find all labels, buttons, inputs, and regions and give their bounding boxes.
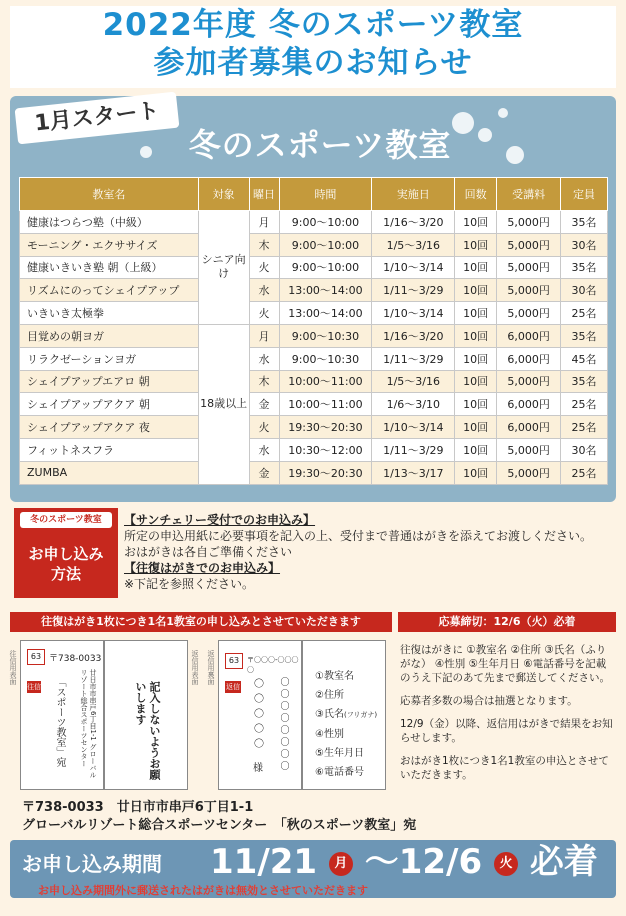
- zip-placeholder: 〒〇〇〇-〇〇〇〇: [247, 656, 299, 674]
- table-cell-count: 10回: [455, 393, 497, 416]
- table-cell-time: 10:00～11:00: [279, 370, 372, 393]
- table-row: [20, 233, 608, 256]
- table-cell-fee: 6,000円: [497, 393, 561, 416]
- table-cell-fee: 6,000円: [497, 416, 561, 439]
- table-cell-dates: 1/11～3/29: [372, 347, 455, 370]
- table-cell-cap: 25名: [561, 461, 608, 484]
- table-cell-name: シェイプアップアクア 夜: [20, 416, 199, 439]
- table-header-row: [20, 178, 608, 211]
- apply-text: ※下記を参照ください。: [124, 577, 255, 591]
- weekday-badge: 月: [329, 852, 353, 876]
- fields-list: [315, 667, 377, 782]
- reply-field: ④性別: [315, 729, 344, 740]
- table-cell-name: ZUMBA: [20, 461, 199, 484]
- info-notes: [400, 643, 614, 791]
- target-group-cell: シニア向け: [198, 211, 249, 325]
- apply-title-line: お申し込み: [28, 545, 104, 563]
- column-header: 曜日: [249, 178, 279, 211]
- table-cell-dates: 1/10～3/14: [372, 302, 455, 325]
- table-cell-dates: 1/10～3/14: [372, 416, 455, 439]
- table-cell-name: 健康いきいき塾 朝（上級）: [20, 256, 199, 279]
- reply-field: ①教室名: [315, 671, 354, 682]
- apply-instructions: [124, 512, 620, 592]
- table-row: [20, 256, 608, 279]
- table-cell-fee: 6,000円: [497, 324, 561, 347]
- table-cell-day: 水: [249, 438, 279, 461]
- table-cell-time: 13:00～14:00: [279, 279, 372, 302]
- rule-bar: 往復はがき1枚につき1名1教室の申し込みとさせていただきます: [10, 612, 392, 632]
- application-period: [10, 840, 616, 898]
- table-cell-count: 10回: [455, 416, 497, 439]
- table-cell-count: 10回: [455, 233, 497, 256]
- table-cell-name: リラクゼーションヨガ: [20, 347, 199, 370]
- info-text: おはがき1枚につき1名1教室の申込とさせていただきます。: [400, 755, 609, 781]
- table-cell-cap: 25名: [561, 302, 608, 325]
- table-cell-time: 10:00～11:00: [279, 393, 372, 416]
- info-text: 往復はがきに ①教室名 ②住所 ③氏名（ふりがな） ④性別 ⑤生年月日 ⑥電話番号を記載のうえ下記のあて先まで郵送してください。: [400, 644, 610, 684]
- table-cell-count: 10回: [455, 279, 497, 302]
- table-cell-fee: 5,000円: [497, 211, 561, 234]
- table-cell-name: リズムにのってシェイプアップ: [20, 279, 199, 302]
- card-memo: 記入しないようお願いします: [134, 681, 161, 780]
- address-line: グローバルリゾート総合スポーツセンター 「秋のスポーツ教室」宛: [22, 818, 417, 833]
- table-cell-time: 9:00～10:00: [279, 256, 372, 279]
- table-cell-cap: 30名: [561, 233, 608, 256]
- table-cell-count: 10回: [455, 461, 497, 484]
- table-cell-cap: 35名: [561, 256, 608, 279]
- table-cell-dates: 1/6～3/10: [372, 393, 455, 416]
- table-cell-name: シェイプアップエアロ 朝: [20, 370, 199, 393]
- table-cell-name: 健康はつらつ塾（中級）: [20, 211, 199, 234]
- period-start: 11/21: [210, 842, 318, 882]
- table-cell-time: 13:00～14:00: [279, 302, 372, 325]
- apply-text: おはがきは各自ご準備ください: [124, 545, 293, 559]
- table-row: [20, 393, 608, 416]
- apply-heading: 【サンチェリー受付でのお申込み】: [124, 513, 316, 527]
- reply-tag: 返信: [226, 683, 240, 691]
- outgoing-tag: 往信: [27, 683, 41, 691]
- table-cell-dates: 1/5～3/16: [372, 233, 455, 256]
- table-cell-fee: 5,000円: [497, 370, 561, 393]
- column-header: 対象: [198, 178, 249, 211]
- table-cell-fee: 5,000円: [497, 233, 561, 256]
- table-cell-dates: 1/11～3/29: [372, 438, 455, 461]
- zip-box: 63: [27, 649, 45, 665]
- table-cell-name: シェイプアップアクア 朝: [20, 393, 199, 416]
- table-row: [20, 279, 608, 302]
- table-cell-count: 10回: [455, 302, 497, 325]
- table-cell-cap: 45名: [561, 347, 608, 370]
- period-note: お申し込み期間外に郵送されたはがきは無効とさせていただきます: [38, 884, 368, 897]
- table-cell-fee: 5,000円: [497, 461, 561, 484]
- reply-card-front: [218, 640, 302, 790]
- honorific: 様: [253, 763, 263, 774]
- recipient-name: 「スポーツ教室」宛: [54, 677, 65, 767]
- table-cell-count: 10回: [455, 370, 497, 393]
- table-cell-time: 9:00～10:00: [279, 233, 372, 256]
- table-cell-cap: 35名: [561, 370, 608, 393]
- table-cell-name: 目覚めの朝ヨガ: [20, 324, 199, 347]
- period-suffix: 必着: [529, 842, 598, 882]
- table-row: [20, 370, 608, 393]
- table-cell-time: 9:00～10:00: [279, 211, 372, 234]
- info-text: 応募者多数の場合は抽選となります。: [400, 695, 578, 707]
- table-cell-time: 19:30～20:30: [279, 416, 372, 439]
- outgoing-card-front: [20, 640, 104, 790]
- table-cell-count: 10回: [455, 256, 497, 279]
- table-cell-cap: 25名: [561, 416, 608, 439]
- start-tag: 1月スタート: [15, 92, 180, 145]
- column-header: 時間: [279, 178, 372, 211]
- apply-title: [14, 544, 118, 584]
- table-cell-count: 10回: [455, 347, 497, 370]
- outgoing-card-back: [104, 640, 188, 790]
- zip-code: 〒738-0033: [49, 654, 102, 664]
- table-cell-name: モーニング・エクササイズ: [20, 233, 199, 256]
- table-cell-dates: 1/13～3/17: [372, 461, 455, 484]
- table-row: [20, 324, 608, 347]
- table-row: [20, 416, 608, 439]
- table-cell-cap: 35名: [561, 211, 608, 234]
- table-cell-fee: 5,000円: [497, 438, 561, 461]
- table-row: [20, 302, 608, 325]
- column-header: 実施日: [372, 178, 455, 211]
- table-cell-cap: 35名: [561, 324, 608, 347]
- table-cell-fee: 5,000円: [497, 302, 561, 325]
- banner-title: 冬のスポーツ教室: [188, 126, 452, 164]
- table-cell-count: 10回: [455, 324, 497, 347]
- apply-heading: 【往復はがきでのお申込み】: [124, 561, 281, 575]
- table-cell-dates: 1/11～3/29: [372, 279, 455, 302]
- recipient-address: 廿日市市串戸6丁目1-1 グローバルリゾート総合スポーツセンター: [80, 669, 97, 779]
- table-cell-day: 水: [249, 347, 279, 370]
- apply-method-box: [14, 508, 118, 598]
- table-cell-time: 10:30～12:00: [279, 438, 372, 461]
- snowflake-decoration: [498, 108, 508, 118]
- reply-field: ③氏名(フリガナ): [315, 709, 378, 720]
- period-end: ～12/6: [364, 842, 483, 882]
- page-title: 2022年度 冬のスポーツ教室: [102, 7, 524, 43]
- table-cell-day: 金: [249, 461, 279, 484]
- schedule-table: [19, 177, 608, 485]
- table-cell-count: 10回: [455, 211, 497, 234]
- table-cell-day: 火: [249, 302, 279, 325]
- table-cell-cap: 30名: [561, 279, 608, 302]
- weekday-badge: 火: [494, 852, 518, 876]
- table-cell-cap: 30名: [561, 438, 608, 461]
- card-side-label: 返信用表面: [191, 650, 199, 685]
- table-cell-day: 水: [249, 279, 279, 302]
- address-placeholder: 〇 〇 〇 〇 〇 〇 〇 〇: [280, 678, 290, 772]
- apply-title-line: 方法: [50, 565, 81, 583]
- table-cell-day: 月: [249, 211, 279, 234]
- table-cell-fee: 5,000円: [497, 256, 561, 279]
- table-row: [20, 347, 608, 370]
- address-placeholder: 〇 〇 〇 〇 〇: [254, 679, 264, 750]
- table-cell-name: いきいき太極拳: [20, 302, 199, 325]
- table-cell-dates: 1/10～3/14: [372, 256, 455, 279]
- table-cell-day: 火: [249, 416, 279, 439]
- reply-field: ②住所: [315, 690, 344, 701]
- table-row: [20, 461, 608, 484]
- header: [10, 6, 616, 88]
- table-cell-day: 木: [249, 370, 279, 393]
- table-cell-fee: 6,000円: [497, 347, 561, 370]
- table-cell-cap: 25名: [561, 393, 608, 416]
- mailing-address: [22, 799, 492, 835]
- furigana-note: (フリガナ): [343, 711, 378, 719]
- table-cell-day: 火: [249, 256, 279, 279]
- period-label: お申し込み期間: [22, 852, 162, 876]
- table-cell-day: 金: [249, 393, 279, 416]
- table-cell-time: 9:00～10:30: [279, 347, 372, 370]
- apply-badge: 冬のスポーツ教室: [20, 512, 112, 528]
- reply-field: ⑤生年月日: [315, 748, 364, 759]
- table-row: [20, 211, 608, 234]
- schedule-body: [20, 211, 608, 485]
- table-cell-time: 9:00～10:30: [279, 324, 372, 347]
- period-dates: [210, 840, 598, 884]
- table-cell-dates: 1/16～3/20: [372, 211, 455, 234]
- table-cell-count: 10回: [455, 438, 497, 461]
- column-header: 回数: [455, 178, 497, 211]
- apply-text: 所定の申込用紙に必要事項を記入の上、受付まで普通はがきを添えてお渡しください。: [124, 529, 593, 543]
- table-cell-time: 19:30～20:30: [279, 461, 372, 484]
- card-side-label: 往信用表面: [9, 650, 17, 685]
- column-header: 教室名: [20, 178, 199, 211]
- target-group-cell: 18歳以上: [198, 324, 249, 484]
- address-line: 〒738-0033 廿日市市串戸6丁目1-1: [22, 800, 254, 815]
- info-text: 12/9（金）以降、返信用はがきで結果をお知らせします。: [400, 718, 613, 744]
- page-subtitle: 参加者募集のお知らせ: [153, 45, 473, 81]
- table-row: [20, 438, 608, 461]
- zip-box: 63: [225, 653, 243, 669]
- deadline-bar: 応募締切：12/6（火）必着: [398, 612, 616, 632]
- column-header: 定員: [561, 178, 608, 211]
- table-cell-fee: 5,000円: [497, 279, 561, 302]
- column-header: 受講料: [497, 178, 561, 211]
- table-cell-dates: 1/5～3/16: [372, 370, 455, 393]
- reply-field: ⑥電話番号: [315, 767, 364, 778]
- card-side-label: 返信用裏面: [207, 650, 215, 685]
- reply-card-back: [302, 640, 386, 790]
- table-cell-day: 木: [249, 233, 279, 256]
- table-cell-day: 月: [249, 324, 279, 347]
- table-cell-dates: 1/16～3/20: [372, 324, 455, 347]
- table-cell-name: フィットネスフラ: [20, 438, 199, 461]
